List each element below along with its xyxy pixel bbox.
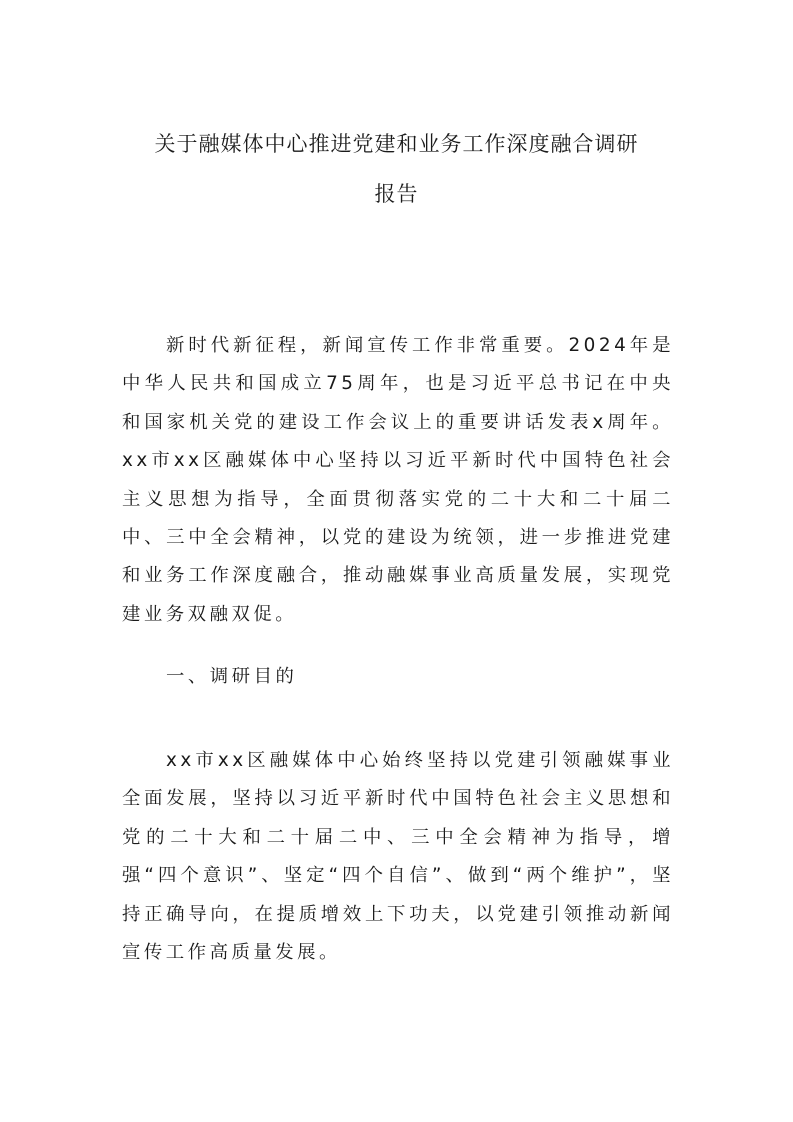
intro-paragraph: 新时代新征程，新闻宣传工作非常重要。2024年是中华人民共和国成立75周年，也是习近平总书记在中央和国家机关党的建设工作会议上的重要讲话发表x周年。xx市xx区融媒体中心坚持以习近平新时代中国特色社会主义思想为指导，全面贯彻落实党的二十大和二十届二中、三中全会精神，以党的建设为统领，进一步推进党建和业务工作深度融合，推动融媒事业高质量发展，实现党建业务双融双促。 [122, 335, 674, 625]
document-title-line1: 关于融媒体中心推进党建和业务工作深度融合调研 [154, 132, 639, 156]
section-heading: 一、调研目的 [166, 666, 298, 687]
document-title-line2: 报告 [374, 182, 419, 206]
section-body-paragraph: xx市xx区融媒体中心始终坚持以党建引领融媒事业全面发展，坚持以习近平新时代中国特色社会主义思想和党的二十大和二十届二中、三中全会精神为指导，增强“四个意识”、坚定“四个自信”、做到“两个维护”，坚持正确导向，在提质增效上下功夫，以党建引领推动新闻宣传工作高质量发展。 [122, 750, 674, 964]
